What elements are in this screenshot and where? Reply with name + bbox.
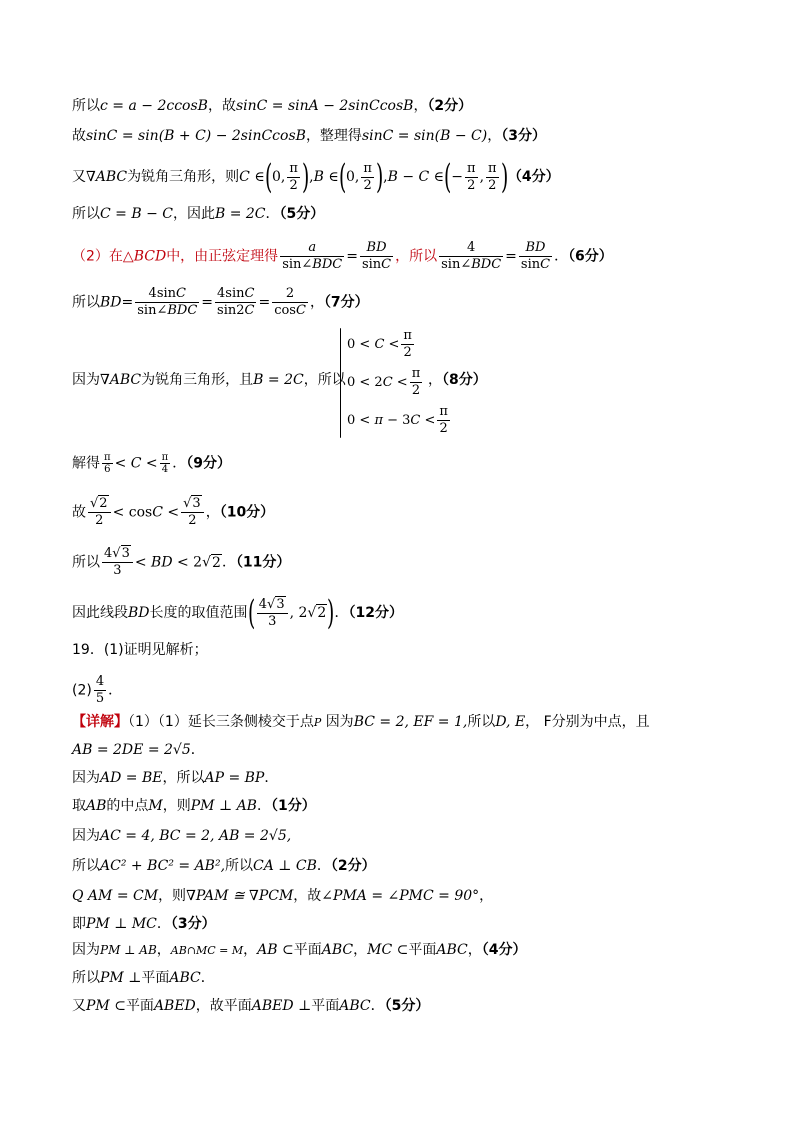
fraction: $\frac{\pi}{4}$: [161, 452, 169, 475]
text: 所以: [72, 970, 100, 986]
math: P: [313, 716, 322, 729]
score-label: （6分）: [568, 248, 613, 265]
paren: ): [375, 157, 384, 197]
text: 因为: [72, 942, 100, 958]
math: AC² + BC² = AB²,: [100, 858, 226, 874]
math: ABC: [436, 942, 468, 958]
math: AB: [86, 798, 107, 814]
text: 所以: [72, 294, 100, 311]
text: 取: [72, 798, 86, 814]
score-label: （4分）: [481, 942, 527, 958]
text: 所以: [467, 714, 496, 730]
line-19: 所以AC² + BC² = AB²,所以CA ⊥ CB．（2分）: [72, 858, 376, 874]
text: 的中点: [106, 798, 149, 814]
text: ，故: [207, 98, 236, 114]
fraction: $\frac{√2}{2}$: [88, 496, 111, 529]
text: F分别为中点，且: [543, 714, 650, 730]
math: C = B − C: [100, 206, 173, 222]
line-9: 故 $\frac{√2}{2}$ < cosC < $\frac{√3}{2}$ ，（10分）: [72, 496, 275, 528]
score-label: （1分）: [270, 798, 316, 814]
line-14: 【详解】（1）（1）延长三条侧棱交于点P 因为BC = 2, EF = 1,所以D, E， F分别为中点，且: [72, 714, 650, 730]
math: PM ⊥ MC: [86, 916, 157, 932]
text: ，所以: [162, 770, 205, 786]
paren: (: [247, 593, 255, 633]
line-24: 又PM ⊂平面ABED，故平面ABED ⊥平面ABC．（5分）: [72, 998, 430, 1014]
text: 所以: [72, 206, 100, 222]
line-17: 取AB的中点M，则PM ⊥ AB．（1分）: [72, 798, 316, 814]
fraction: $\frac{\pi}{2}$: [411, 366, 421, 398]
fraction: $\frac{\pi}{2}$: [363, 160, 372, 193]
line-22: 因为PM ⊥ AB，AB∩MC = M，AB ⊂平面ABC，MC ⊂平面ABC，（4分）: [72, 942, 527, 958]
math: PM ⊥ AB: [190, 798, 257, 814]
math: c = a − 2ccosB: [100, 98, 208, 114]
paren: (: [444, 157, 452, 197]
text: ，: [487, 128, 502, 144]
text: 平面: [408, 942, 437, 958]
line-8: 解得 $\frac{\pi}{6}$ < C < $\frac{\pi}{4}$ ．（9分）: [72, 452, 231, 475]
math: D, E: [495, 714, 526, 730]
fraction: $\frac{BD}{\sin C}$: [361, 240, 392, 272]
text: 因为: [72, 372, 100, 388]
math: AC = 4, BC = 2, AB = 2√5,: [100, 828, 292, 844]
fraction: $\frac{4\sin C}{\sin 2C}$: [217, 286, 255, 318]
line-23: 所以PM ⊥平面ABC．: [72, 970, 215, 986]
detail-tag: 【详解】: [72, 714, 128, 730]
line-21: 即PM ⊥ MC．（3分）: [72, 916, 216, 932]
score-label: （11分）: [235, 554, 291, 571]
line-10: 所以 $\frac{4√3}{3}$ < BD < 2√2．（11分）: [72, 546, 291, 578]
text: ，故平面: [195, 998, 252, 1014]
text: 为锐角三角形，且: [141, 372, 254, 388]
math: Q AM = CM: [72, 888, 159, 904]
line-12: [72, 640, 208, 660]
text: ，则: [158, 888, 187, 904]
text: ，所以: [395, 248, 438, 265]
text: 为锐角三角形，则: [127, 169, 240, 185]
score-label: （5分）: [279, 206, 325, 222]
text: 19．(1)证明见解析；: [72, 642, 208, 658]
text: 故: [72, 504, 86, 521]
paren: ): [301, 157, 310, 197]
text: ，: [156, 942, 171, 958]
fraction: $\frac{4}{\text{sin∠BDC}}$: [441, 240, 502, 272]
text: 所以: [225, 858, 254, 874]
math: B = 2C: [214, 206, 266, 222]
math: AB = 2DE = 2√5: [72, 742, 191, 758]
math: CA ⊥ CB: [253, 858, 317, 874]
text: 所以: [72, 554, 100, 571]
fraction: $\frac{4√3}{3}$: [102, 546, 133, 579]
line-4: 所以C = B − C，因此B = 2C．（5分）: [72, 206, 325, 222]
math: ABC: [339, 998, 371, 1014]
math: B ∈: [313, 169, 339, 185]
math: AP = BP: [204, 770, 265, 786]
line-7-score: ，（8分）: [428, 372, 487, 388]
text: 因此线段: [72, 605, 128, 621]
text: 又: [72, 169, 86, 185]
line-2: [72, 126, 546, 146]
math: PM ⊥: [100, 970, 142, 986]
fraction: $\frac{\pi}{2}$: [467, 160, 476, 193]
score-label: （8分）: [442, 372, 487, 388]
score-label: （5分）: [384, 998, 430, 1014]
text: ，所以: [303, 372, 346, 388]
text: 因为: [72, 828, 100, 844]
text: 故: [72, 128, 86, 144]
math: AB∩MC = M: [170, 944, 244, 957]
math: BC = 2, EF = 1,: [353, 714, 468, 730]
score-label: （10分）: [219, 504, 275, 521]
line-15: AB = 2DE = 2√5．: [72, 742, 205, 758]
math: C ∈: [239, 169, 265, 185]
text: 所以: [72, 858, 100, 874]
score-label: （3分）: [501, 128, 546, 144]
fraction: $\frac{\pi}{2}$: [289, 160, 298, 193]
fraction: $\frac{BD}{\sin C}$: [520, 240, 551, 272]
paren: ): [500, 157, 508, 197]
math: ∇ABC: [86, 169, 128, 185]
fraction: $\frac{\pi}{2}$: [488, 160, 497, 193]
math: PM ⊥ AB: [100, 943, 157, 957]
text: 平面: [293, 942, 322, 958]
text: 解得: [72, 455, 100, 472]
text: 因为: [325, 714, 354, 730]
math: sinC = sin(B + C) − 2sinCcosB: [86, 128, 306, 144]
fraction: $\frac{4}{5}$: [95, 674, 105, 706]
text: ，整理得: [305, 128, 362, 144]
math: sinC = sinA − 2sinCcosB: [235, 98, 414, 114]
math: △BCD: [122, 248, 167, 265]
line-5: （2）在△BCD中，由正弦定理得 $\frac{a}{\text{sin∠BDC}}$ = $\frac{BD}{\sin C}$ ，所以 $\frac{4}{\text{sin∠BDC}}$ = $\frac{BD}{\sin C}$ ．（6分）: [72, 240, 613, 272]
text: ，: [353, 942, 368, 958]
math: B − C ∈: [387, 169, 445, 185]
text: 长度的取值范围: [149, 605, 248, 621]
line-16: 因为AD = BE，所以AP = BP．: [72, 770, 279, 786]
line-7: [72, 370, 346, 390]
math: AB ⊂: [257, 942, 294, 958]
fraction: $\frac{2}{\cos C}$: [274, 286, 306, 318]
text: ，故: [293, 888, 322, 904]
fraction: $\frac{\pi}{2}$: [403, 328, 412, 360]
text: （2）在: [72, 248, 123, 265]
line-6: 所以BD= $\frac{4\sin C}{\text{sin∠BDC}}$ = $\frac{4\sin C}{\sin 2C}$ = $\frac{2}{\cos C}$ ，（7分）: [72, 286, 369, 318]
math: ABED ⊥: [251, 998, 312, 1014]
math: ABC: [169, 970, 201, 986]
text: ，: [243, 942, 258, 958]
score-label: （4分）: [507, 169, 560, 185]
text: （1）（1）延长三条侧棱交于点: [128, 714, 314, 730]
math: B = 2C: [253, 372, 304, 388]
text: (2): [72, 682, 92, 699]
text: 即: [72, 916, 86, 932]
line-13: (2) $\frac{4}{5}$ ．: [72, 674, 123, 706]
text: 因为: [72, 770, 100, 786]
score-label: （12分）: [348, 605, 404, 621]
math: ∇ABC: [100, 372, 142, 388]
fraction: $\frac{\pi}{6}$: [104, 452, 111, 475]
text: 平面: [141, 970, 170, 986]
paren: ): [327, 593, 335, 633]
line-1: [72, 96, 472, 116]
score-label: （7分）: [323, 294, 369, 311]
text: 平面: [311, 998, 340, 1014]
paren: (: [264, 157, 272, 197]
fraction: $\frac{a}{\text{sin∠BDC}}$: [282, 240, 343, 272]
math: MC ⊂: [367, 942, 409, 958]
fraction: $\frac{\pi}{2}$: [439, 404, 448, 436]
line-20: [72, 886, 493, 906]
text: ，: [413, 98, 428, 114]
text: ，则: [162, 798, 191, 814]
text: 中，由正弦定理得: [166, 248, 279, 265]
line-3: 又∇ABC为锐角三角形，则C ∈(0, $\frac{\pi}{2}$ ),B ∈(0, $\frac{\pi}{2}$ ),B − C ∈(− $\frac{\pi}{2}$ , $\frac{\pi}{2}$ )（4分）: [72, 157, 560, 197]
inequality-system: 0 < C < $\frac{\pi}{2}$ 0 < 2C < $\frac{\pi}{2}$ 0 < π − 3C < $\frac{\pi}{2}$: [340, 328, 341, 438]
math: PM ⊂: [86, 998, 126, 1014]
score-label: （2分）: [330, 858, 376, 874]
math: ABED: [153, 998, 196, 1014]
text: 所以: [72, 98, 100, 114]
math: M: [148, 798, 163, 814]
score-label: （9分）: [186, 455, 231, 472]
math: ABC: [321, 942, 354, 958]
fraction: $\frac{√3}{2}$: [181, 496, 204, 529]
text: 又: [72, 998, 86, 1014]
math: sinC = sin(B − C): [361, 128, 488, 144]
line-18: [72, 826, 291, 846]
math: ∠PMA = ∠PMC = 90°: [321, 888, 480, 904]
fraction: $\frac{4\sin C}{\text{sin∠BDC}}$: [137, 286, 198, 318]
math: ∇PAM ≅ ∇PCM: [186, 888, 294, 904]
math: BD: [128, 605, 150, 621]
paren: (: [338, 157, 346, 197]
math: AD = BE: [100, 770, 163, 786]
text: ，因此: [172, 206, 215, 222]
fraction: $\frac{4√3}{3}$: [257, 597, 288, 630]
score-label: （3分）: [170, 916, 216, 932]
text: ，: [479, 888, 494, 904]
text: 平面: [125, 998, 154, 1014]
line-11: 因此线段BD长度的取值范围( $\frac{4√3}{3}$ , 2√2)．（12分）: [72, 593, 404, 633]
score-label: （2分）: [427, 98, 473, 114]
